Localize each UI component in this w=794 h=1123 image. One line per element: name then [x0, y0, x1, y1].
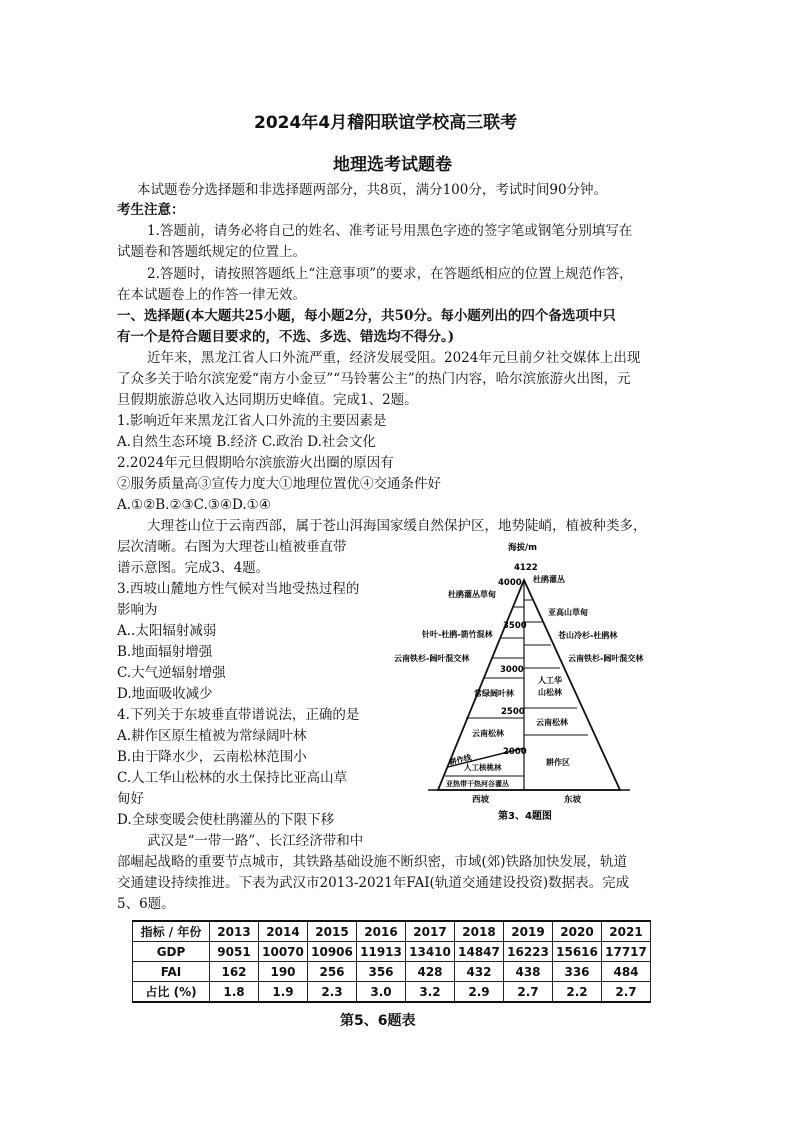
question-3-option-d: D.地面吸收减少: [117, 686, 213, 702]
east-zone-label: 耕作区: [546, 758, 570, 767]
table-cell: 17717: [602, 942, 651, 962]
question-4-option-b: B.由于降水少，云南松林范围小: [117, 749, 307, 765]
east-zone-label: 亚高山草甸: [548, 608, 588, 617]
passage2-line1: 大理苍山位于云南西部，属于苍山洱海国家缓自然保护区，地势陡峭，植被种类多，: [147, 518, 647, 534]
west-zone-label: 常绿阔叶林: [474, 689, 514, 698]
table-cell: GDP: [133, 942, 210, 962]
fai-data-table: [132, 920, 651, 1003]
table-header-cell: 指标 / 年份: [133, 921, 210, 942]
east-zone-label: 苍山冷杉-杜鹃林: [558, 631, 618, 640]
vegetation-zone-diagram: [388, 540, 668, 830]
west-zone-label: 针叶-杜鹃-箭竹混林: [422, 630, 493, 639]
table-row: [133, 982, 651, 1003]
table-cell: 356: [357, 962, 406, 982]
notice-2b: 在本试题卷上的作答一律无效。: [117, 287, 306, 303]
passage1-line2: 了众多关于哈尔滨宠爱“南方小金豆”“马铃薯公主”的热门内容，哈尔滨旅游火出图，元: [117, 371, 631, 387]
question-3-stem: 3.西坡山麓地方性气候对当地受热过程的: [117, 581, 360, 597]
exam-title: 2024年4月稽阳联谊学校高三联考: [254, 113, 518, 133]
table-header-cell: 2016: [357, 921, 406, 942]
peak-elevation: 4122: [514, 563, 538, 573]
west-zone-label: 亚热带干热河谷灌丛: [446, 780, 509, 788]
table-header-cell: 2018: [455, 921, 504, 942]
table-cell: 14847: [455, 942, 504, 962]
passage2-line3: 谱示意图。完成3、4题。: [117, 560, 270, 576]
passage3-line4: 5、6题。: [117, 896, 175, 912]
table-cell: 336: [553, 962, 602, 982]
table-cell: 2.2: [553, 982, 602, 1003]
passage3-line2: 部崛起战略的重要节点城市，其铁路基础设施不断织密，市域(郊)铁路加快发展，轨道: [117, 854, 628, 870]
table-cell: 438: [504, 962, 553, 982]
passage3-line3: 交通建设持续推进。下表为武汉市2013-2021年FAI(轨道交通建设投资)数据表。完成: [117, 875, 630, 891]
west-zone-label: 人工核桃林: [464, 763, 502, 772]
table-header-cell: 2014: [259, 921, 308, 942]
east-zone-label: 云南松林: [536, 718, 568, 727]
axis-title: 海拔/m: [508, 543, 537, 553]
tick-label: 4000: [498, 578, 522, 588]
table-cell: 1.9: [259, 982, 308, 1003]
table-cell: 11913: [357, 942, 406, 962]
east-slope-label: 东坡: [564, 795, 582, 805]
table-cell: 2.3: [308, 982, 357, 1003]
west-zone-label: 杜鹃灌丛草甸: [448, 590, 496, 599]
tick-label: 2000: [503, 747, 527, 757]
passage1-line3: 旦假期旅游总收入达同期历史峰值。完成1、2题。: [117, 392, 418, 408]
table-cell: 162: [210, 962, 259, 982]
passage3-line1: 武汉是“一带一路”、长江经济带和中: [147, 833, 364, 849]
section-heading-2: 有一个是符合题目要求的，不选、多选、错选均不得分。): [117, 329, 455, 345]
table-header-cell: 2013: [210, 921, 259, 942]
question-3-stem-cont: 影响为: [117, 602, 158, 618]
table-cell: 1.8: [210, 982, 259, 1003]
question-2-stem: 2.2024年元旦假期哈尔滨旅游火出圈的原因有: [117, 455, 394, 471]
paper-subtitle: 地理选考试题卷: [333, 155, 452, 175]
question-4-option-d: D.全球变暖会使杜鹃灌丛的下限下移: [117, 812, 335, 828]
question-4-option-a: A.耕作区原生植被为常绿阔叶林: [117, 728, 307, 744]
notice-2a: 2.答题时，请按照答题纸上“注意事项”的要求，在答题纸相应的位置上规范作答，: [147, 266, 633, 282]
table-cell: 16223: [504, 942, 553, 962]
intro-line: 本试题卷分选择题和非选择题两部分，共8页，满分100分，考试时间90分钟。: [137, 182, 608, 198]
passage1-line1: 近年来，黑龙江省人口外流严重，经济发展受阻。2024年元旦前夕社交媒体上出现: [147, 350, 641, 366]
table-cell: 432: [455, 962, 504, 982]
table-header-cell: 2019: [504, 921, 553, 942]
table-cell: 13410: [406, 942, 455, 962]
question-3-option-c: C.大气逆辐射增强: [117, 665, 226, 681]
west-zone-label: 云南铁杉-阔叶混交林: [394, 654, 470, 663]
tick-label: 3000: [500, 665, 524, 675]
table-header-cell: 2021: [602, 921, 651, 942]
east-zone-label: 云南铁杉-阔叶混交林: [568, 654, 644, 663]
east-zone-label: 人工华: [538, 676, 562, 685]
figure-caption: 第3、4题图: [498, 811, 552, 822]
table-cell: 10906: [308, 942, 357, 962]
east-zone-label: 山松林: [538, 688, 562, 697]
east-zone-label: 杜鹃灌丛: [533, 575, 565, 584]
question-1-options: A.自然生态环境 B.经济 C.政治 D.社会文化: [117, 434, 376, 450]
table-cell: 3.0: [357, 982, 406, 1003]
table-caption: 第5、6题表: [340, 1013, 416, 1029]
question-2-options: A.①②B.②③C.③④D.①④: [117, 497, 271, 513]
table-cell: 428: [406, 962, 455, 982]
table-header-row: [133, 921, 651, 942]
notice-title: 考生注意：: [117, 202, 185, 218]
table-cell: 2.7: [504, 982, 553, 1003]
section-heading-1: 一、选择题(本大题共25小题，每小题2分，共50分。每小题列出的四个备选项中只: [117, 308, 616, 324]
table-cell: 190: [259, 962, 308, 982]
question-4-option-c: C.人工华山松林的水土保持比亚高山草: [117, 770, 348, 786]
question-4-option-c-cont: 甸好: [117, 791, 144, 807]
table-header-cell: 2015: [308, 921, 357, 942]
table-cell: FAI: [133, 962, 210, 982]
west-zone-label: 云南松林: [472, 729, 504, 738]
passage2-line2: 层次清晰。右图为大理苍山植被垂直带: [117, 539, 347, 555]
question-3-option-b: B.地面辐射增强: [117, 644, 213, 660]
tick-label: 3500: [503, 621, 527, 631]
table-cell: 2.9: [455, 982, 504, 1003]
question-3-option-a: A..太阳辐射减弱: [117, 623, 217, 639]
table-cell: 484: [602, 962, 651, 982]
table-cell: 10070: [259, 942, 308, 962]
table-cell: 占比 (%): [133, 982, 210, 1003]
table-row: [133, 962, 651, 982]
table-header-cell: 2017: [406, 921, 455, 942]
tick-label: 2500: [501, 707, 525, 717]
table-header-cell: 2020: [553, 921, 602, 942]
notice-1a: 1.答题前，请务必将自己的姓名、准考证号用黑色字迹的签字笔或钢笔分别填写在: [147, 223, 633, 239]
notice-1b: 试题卷和答题纸规定的位置上。: [117, 244, 306, 260]
table-row: [133, 942, 651, 962]
question-1-stem: 1.影响近年来黑龙江省人口外流的主要因素是: [117, 413, 387, 429]
table-cell: 256: [308, 962, 357, 982]
table-cell: 9051: [210, 942, 259, 962]
farming-line-label: 耕作线: [448, 752, 473, 767]
west-slope-label: 西坡: [472, 795, 490, 805]
table-cell: 3.2: [406, 982, 455, 1003]
question-4-stem: 4.下列关于东坡垂直带谱说法，正确的是: [117, 707, 360, 723]
table-cell: 2.7: [602, 982, 651, 1003]
question-2-items: ②服务质量高③宣传力度大①地理位置优④交通条件好: [117, 476, 441, 492]
table-cell: 15616: [553, 942, 602, 962]
